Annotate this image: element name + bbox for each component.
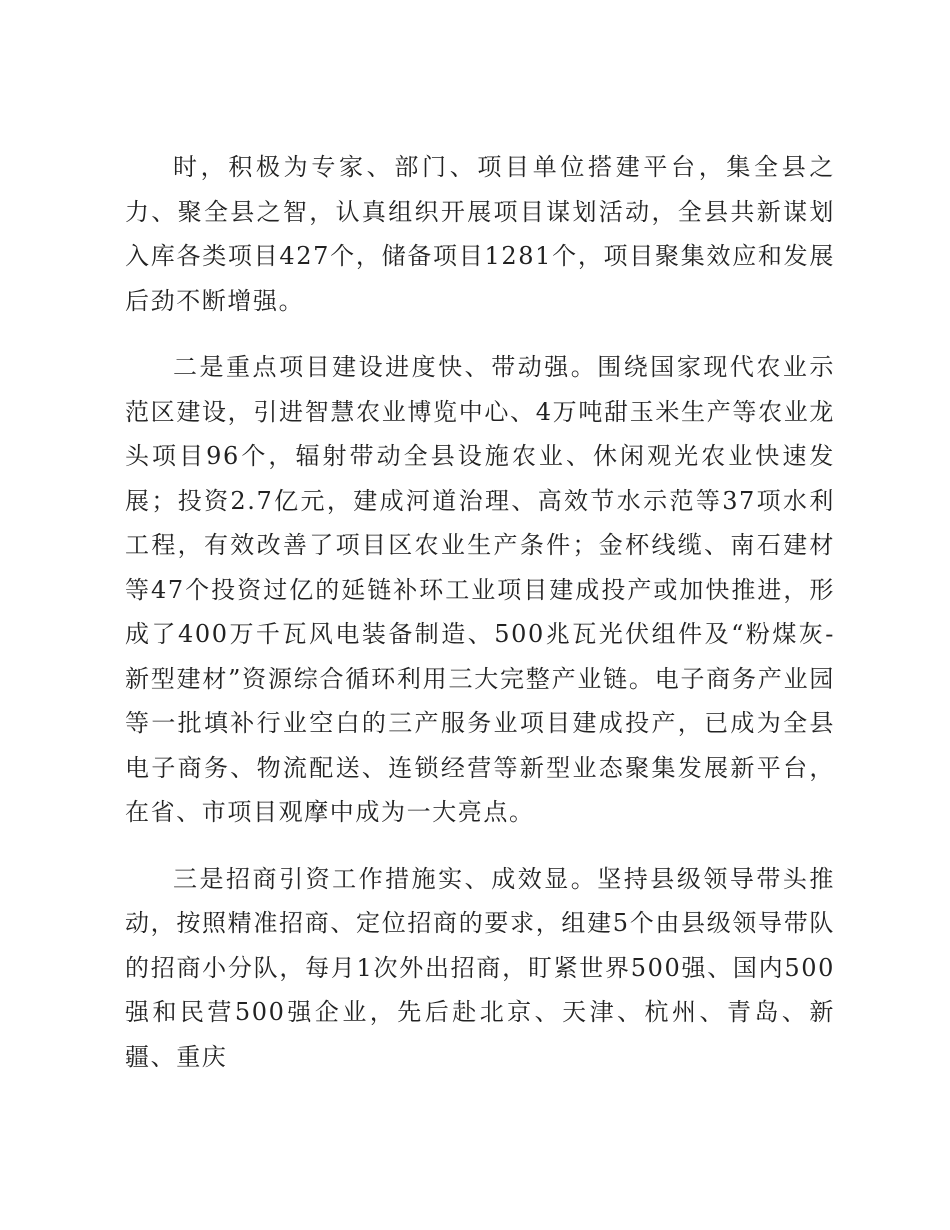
document-body (125, 145, 835, 1101)
paragraph-investment-attraction: 三是招商引资工作措施实、成效显。坚持县级领导带头推动，按照精准招商、定位招商的要求，组建5个由县级领导带队的招商小分队，每月1次外出招商，盯紧世界500强、国内500强和民营500强企业，先后赴北京、天津、杭州、青岛、新疆、重庆 (125, 864, 835, 1071)
paragraph-key-projects: 二是重点项目建设进度快、带动强。围绕国家现代农业示范区建设，引进智慧农业博览中心、4万吨甜玉米生产等农业龙头项目96个，辐射带动全县设施农业、休闲观光农业快速发展；投资2.7亿元，建成河道治理、高效节水示范等37项水利工程，有效改善了项目区农业生产条件；金杯线缆、南石建材等47个投资过亿的延链补环工业项目建成投产或加快推进，形成了400万千瓦风电装备制造、500兆瓦光伏组件及“粉煤灰-新型建材”资源综合循环利用三大完整产业链。电子商务产业园等一批填补行业空白的三产服务业项目建成投产，已成为全县电子商务、物流配送、连锁经营等新型业态聚集发展新平台，在省、市项目观摩中成为一大亮点。 (125, 353, 835, 826)
paragraph-project-planning: 时，积极为专家、部门、项目单位搭建平台，集全县之力、聚全县之智，认真组织开展项目谋划活动，全县共新谋划入库各类项目427个，储备项目1281个，项目聚集效应和发展后劲不断增强。 (125, 153, 835, 315)
